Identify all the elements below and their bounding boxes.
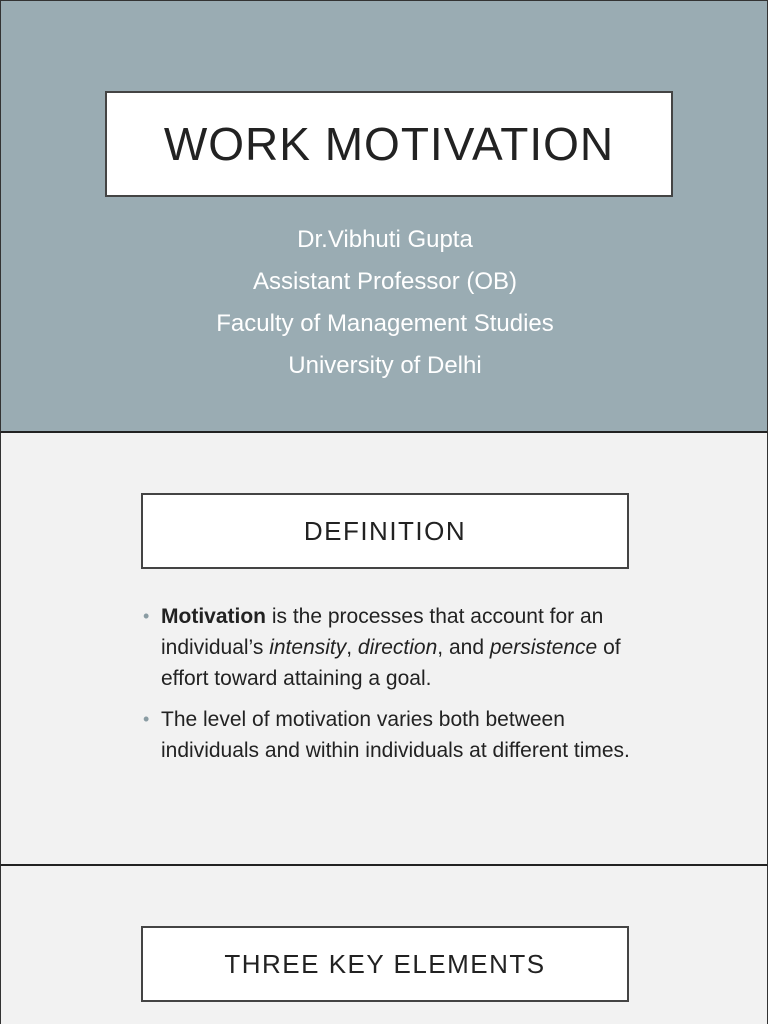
section-heading-box [141, 926, 629, 1002]
italic-term: direction [357, 636, 438, 659]
bullet-item [143, 704, 643, 766]
author-university: University of Delhi [288, 352, 482, 379]
bullet-item [143, 601, 643, 694]
bullet-text: , and [437, 636, 490, 659]
bold-term: Motivation [161, 605, 266, 628]
bullet-text: , [346, 636, 358, 659]
bullet-text: is the processes that account for an individual’s [161, 605, 604, 659]
title-box [105, 91, 673, 197]
definition-slide [0, 433, 768, 866]
italic-term: intensity [269, 636, 347, 659]
section-heading: DEFINITION [303, 515, 467, 546]
bullet-text: The level of motivation varies both between individuals and within individuals at different times. [161, 708, 630, 762]
bullet-text: of effort toward attaining a goal. [161, 636, 621, 690]
bullet-list [143, 601, 643, 776]
section-heading-box [141, 493, 629, 569]
italic-term: persistence [489, 636, 598, 659]
bullet-dot-icon: • [143, 709, 150, 729]
author-info [1, 219, 768, 387]
key-elements-slide [0, 866, 768, 1024]
bullet-dot-icon: • [143, 606, 150, 626]
author-faculty: Faculty of Management Studies [216, 310, 554, 337]
slide-title: WORK MOTIVATION [163, 118, 615, 170]
author-name: Dr.Vibhuti Gupta [297, 226, 473, 253]
author-position: Assistant Professor (OB) [252, 268, 518, 295]
section-heading: THREE KEY ELEMENTS [224, 948, 546, 979]
title-slide [0, 0, 768, 433]
